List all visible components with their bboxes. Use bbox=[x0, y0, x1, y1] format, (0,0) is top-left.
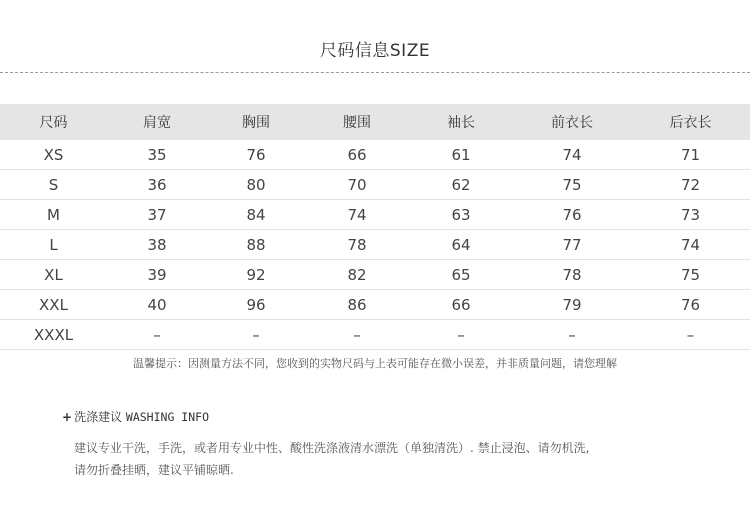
washing-title-cn: 洗涤建议 bbox=[74, 410, 123, 424]
cell-front-length: 78 bbox=[513, 260, 631, 290]
cell-back-length: 75 bbox=[631, 260, 750, 290]
table-row bbox=[0, 230, 750, 260]
cell-chest: 80 bbox=[207, 170, 305, 200]
header-front-length: 前衣长 bbox=[513, 104, 631, 140]
cell-waist: 70 bbox=[305, 170, 409, 200]
washing-title-en: WASHING INFO bbox=[125, 410, 209, 424]
cell-size: M bbox=[0, 200, 107, 230]
cell-back-length: 74 bbox=[631, 230, 750, 260]
cell-waist: 86 bbox=[305, 290, 409, 320]
header-shoulder: 肩宽 bbox=[107, 104, 207, 140]
cell-waist: – bbox=[305, 320, 409, 350]
table-header-row bbox=[0, 104, 750, 140]
cell-front-length: 77 bbox=[513, 230, 631, 260]
cell-size: XXL bbox=[0, 290, 107, 320]
cell-sleeve: 61 bbox=[409, 140, 513, 170]
cell-shoulder: 39 bbox=[107, 260, 207, 290]
plus-icon: + bbox=[62, 410, 73, 424]
cell-front-length: 75 bbox=[513, 170, 631, 200]
cell-shoulder: 36 bbox=[107, 170, 207, 200]
washing-info-heading bbox=[62, 408, 209, 425]
cell-front-length: 79 bbox=[513, 290, 631, 320]
dashed-divider bbox=[0, 72, 750, 73]
cell-shoulder: 35 bbox=[107, 140, 207, 170]
cell-shoulder: – bbox=[107, 320, 207, 350]
washing-line-1: 建议专业干洗，手洗，或者用专业中性、酸性洗涤液清水漂洗（单独清洗）. 禁止浸泡、请勿机洗, bbox=[74, 441, 590, 455]
cell-waist: 82 bbox=[305, 260, 409, 290]
table-row bbox=[0, 170, 750, 200]
table-row bbox=[0, 290, 750, 320]
cell-shoulder: 38 bbox=[107, 230, 207, 260]
header-waist: 腰围 bbox=[305, 104, 409, 140]
cell-waist: 66 bbox=[305, 140, 409, 170]
header-sleeve: 袖长 bbox=[409, 104, 513, 140]
cell-size: S bbox=[0, 170, 107, 200]
cell-chest: 88 bbox=[207, 230, 305, 260]
cell-chest: – bbox=[207, 320, 305, 350]
cell-size: XXXL bbox=[0, 320, 107, 350]
cell-chest: 76 bbox=[207, 140, 305, 170]
cell-chest: 92 bbox=[207, 260, 305, 290]
cell-sleeve: 63 bbox=[409, 200, 513, 230]
cell-front-length: 76 bbox=[513, 200, 631, 230]
cell-back-length: 71 bbox=[631, 140, 750, 170]
cell-chest: 84 bbox=[207, 200, 305, 230]
cell-size: XL bbox=[0, 260, 107, 290]
cell-back-length: – bbox=[631, 320, 750, 350]
header-chest: 胸围 bbox=[207, 104, 305, 140]
cell-waist: 74 bbox=[305, 200, 409, 230]
size-table bbox=[0, 104, 750, 350]
table-row bbox=[0, 260, 750, 290]
measurement-notice: 温馨提示：因测量方法不同，您收到的实物尺码与上表可能存在微小误差，并非质量问题，请您理解 bbox=[133, 357, 617, 370]
cell-back-length: 72 bbox=[631, 170, 750, 200]
cell-shoulder: 40 bbox=[107, 290, 207, 320]
table-row bbox=[0, 200, 750, 230]
cell-waist: 78 bbox=[305, 230, 409, 260]
cell-back-length: 76 bbox=[631, 290, 750, 320]
washing-instructions bbox=[74, 437, 694, 481]
cell-back-length: 73 bbox=[631, 200, 750, 230]
cell-size: XS bbox=[0, 140, 107, 170]
cell-shoulder: 37 bbox=[107, 200, 207, 230]
cell-size: L bbox=[0, 230, 107, 260]
header-back-length: 后衣长 bbox=[631, 104, 750, 140]
washing-line-2: 请勿折叠挂晒，建议平铺晾晒. bbox=[74, 463, 234, 477]
cell-chest: 96 bbox=[207, 290, 305, 320]
page-title: 尺码信息SIZE bbox=[319, 41, 431, 61]
cell-sleeve: 62 bbox=[409, 170, 513, 200]
cell-sleeve: 66 bbox=[409, 290, 513, 320]
cell-sleeve: 65 bbox=[409, 260, 513, 290]
cell-front-length: – bbox=[513, 320, 631, 350]
table-row bbox=[0, 320, 750, 350]
cell-sleeve: 64 bbox=[409, 230, 513, 260]
cell-sleeve: – bbox=[409, 320, 513, 350]
cell-front-length: 74 bbox=[513, 140, 631, 170]
table-row bbox=[0, 140, 750, 170]
header-size: 尺码 bbox=[0, 104, 107, 140]
